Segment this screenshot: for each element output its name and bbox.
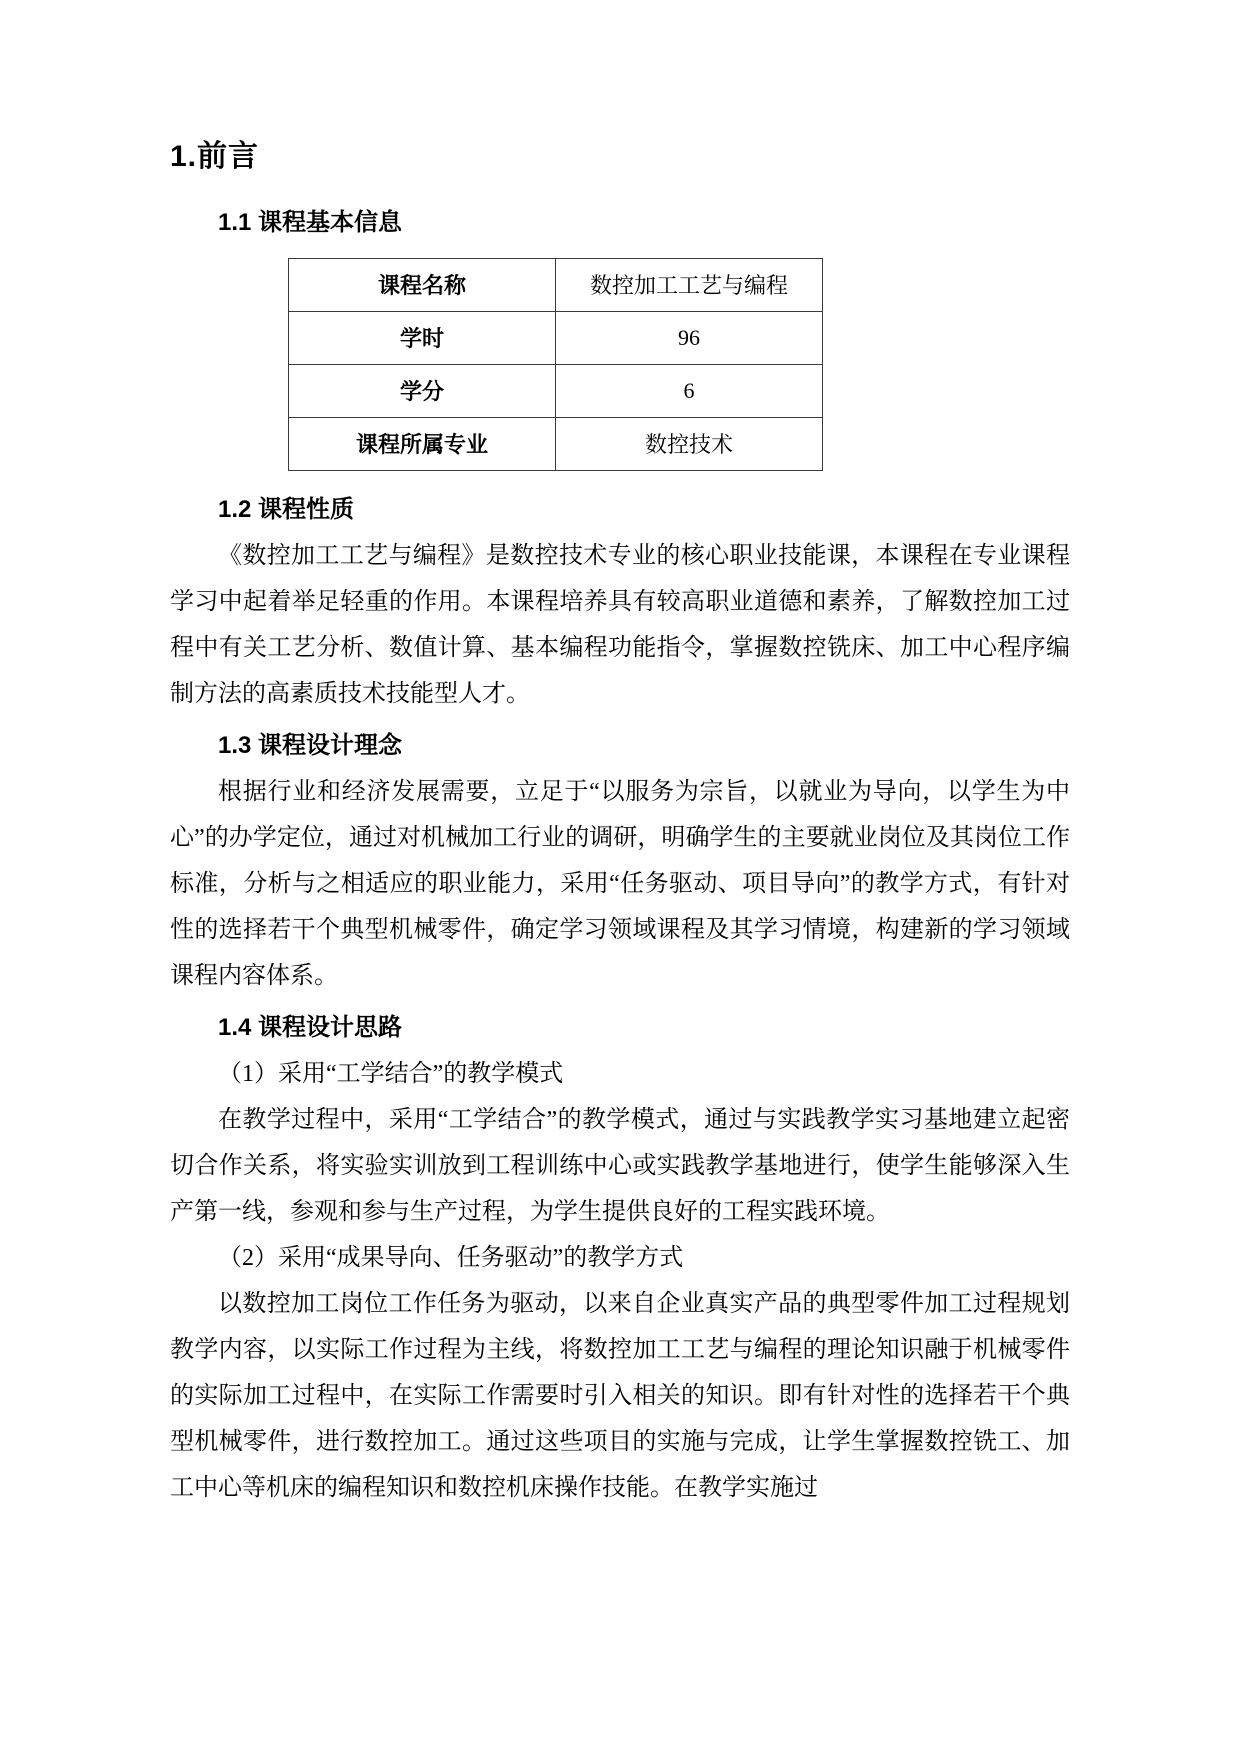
table-label-major: 课程所属专业 (289, 417, 556, 470)
list-item-subtitle-1: （1）采用“工学结合”的教学模式 (218, 1060, 564, 1087)
paragraph-teaching-method: 以数控加工岗位工作任务为驱动，以来自企业真实产品的典型零件加工过程规划教学内容，以实际工作过程为主线，将数控加工工艺与编程的理论知识融于机械零件的实际加工过程中，在实际工作需要时引入相关的知识。即有针对性的选择若干个典型机械零件，进行数控加工。通过这些项目的实施与完成，让学生掌握数控铣工、加工中心等机床的编程知识和数控机床操作技能。在教学实施过 (170, 1290, 1070, 1501)
table-row (289, 311, 823, 364)
table-row (289, 258, 823, 311)
table-label-course-name: 课程名称 (289, 258, 556, 311)
course-info-table (288, 258, 823, 471)
paragraph-design-philosophy: 根据行业和经济发展需要，立足于“以服务为宗旨，以就业为导向，以学生为中心”的办学定位，通过对机械加工行业的调研，明确学生的主要就业岗位及其岗位工作标准，分析与之相适应的职业能力，采用“任务驱动、项目导向”的教学方式，有针对性的选择若干个典型机械零件，确定学习领域课程及其学习情境，构建新的学习领域课程内容体系。 (170, 778, 1070, 989)
table-value-credits: 6 (556, 364, 823, 417)
subsection-heading-1-3: 1.3 课程设计理念 (218, 731, 403, 759)
table-value-major: 数控技术 (556, 417, 823, 470)
course-info-table-body (289, 258, 823, 470)
subsection-heading-1-2: 1.2 课程性质 (218, 495, 355, 523)
paragraph-course-nature: 《数控加工工艺与编程》是数控技术专业的核心职业技能课，本课程在专业课程学习中起着举足轻重的作用。本课程培养具有较高职业道德和素养，了解数控加工过程中有关工艺分析、数值计算、基本编程功能指令，掌握数控铣床、加工中心程序编制方法的高素质技术技能型人才。 (170, 542, 1070, 707)
chapter-title: 1.前言 (170, 140, 260, 173)
table-row (289, 364, 823, 417)
subsection-heading-1-1: 1.1 课程基本信息 (218, 208, 403, 236)
table-value-course-name: 数控加工工艺与编程 (556, 258, 823, 311)
table-label-credits: 学分 (289, 364, 556, 417)
table-row (289, 417, 823, 470)
paragraph-teaching-mode: 在教学过程中，采用“工学结合”的教学模式，通过与实践教学实习基地建立起密切合作关系，将实验实训放到工程训练中心或实践教学基地进行，使学生能够深入生产第一线，参观和参与生产过程，为学生提供良好的工程实践环境。 (170, 1106, 1070, 1225)
table-value-hours: 96 (556, 311, 823, 364)
table-label-hours: 学时 (289, 311, 556, 364)
list-item-subtitle-2: （2）采用“成果导向、任务驱动”的教学方式 (218, 1244, 684, 1271)
subsection-heading-1-4: 1.4 课程设计思路 (218, 1013, 403, 1041)
